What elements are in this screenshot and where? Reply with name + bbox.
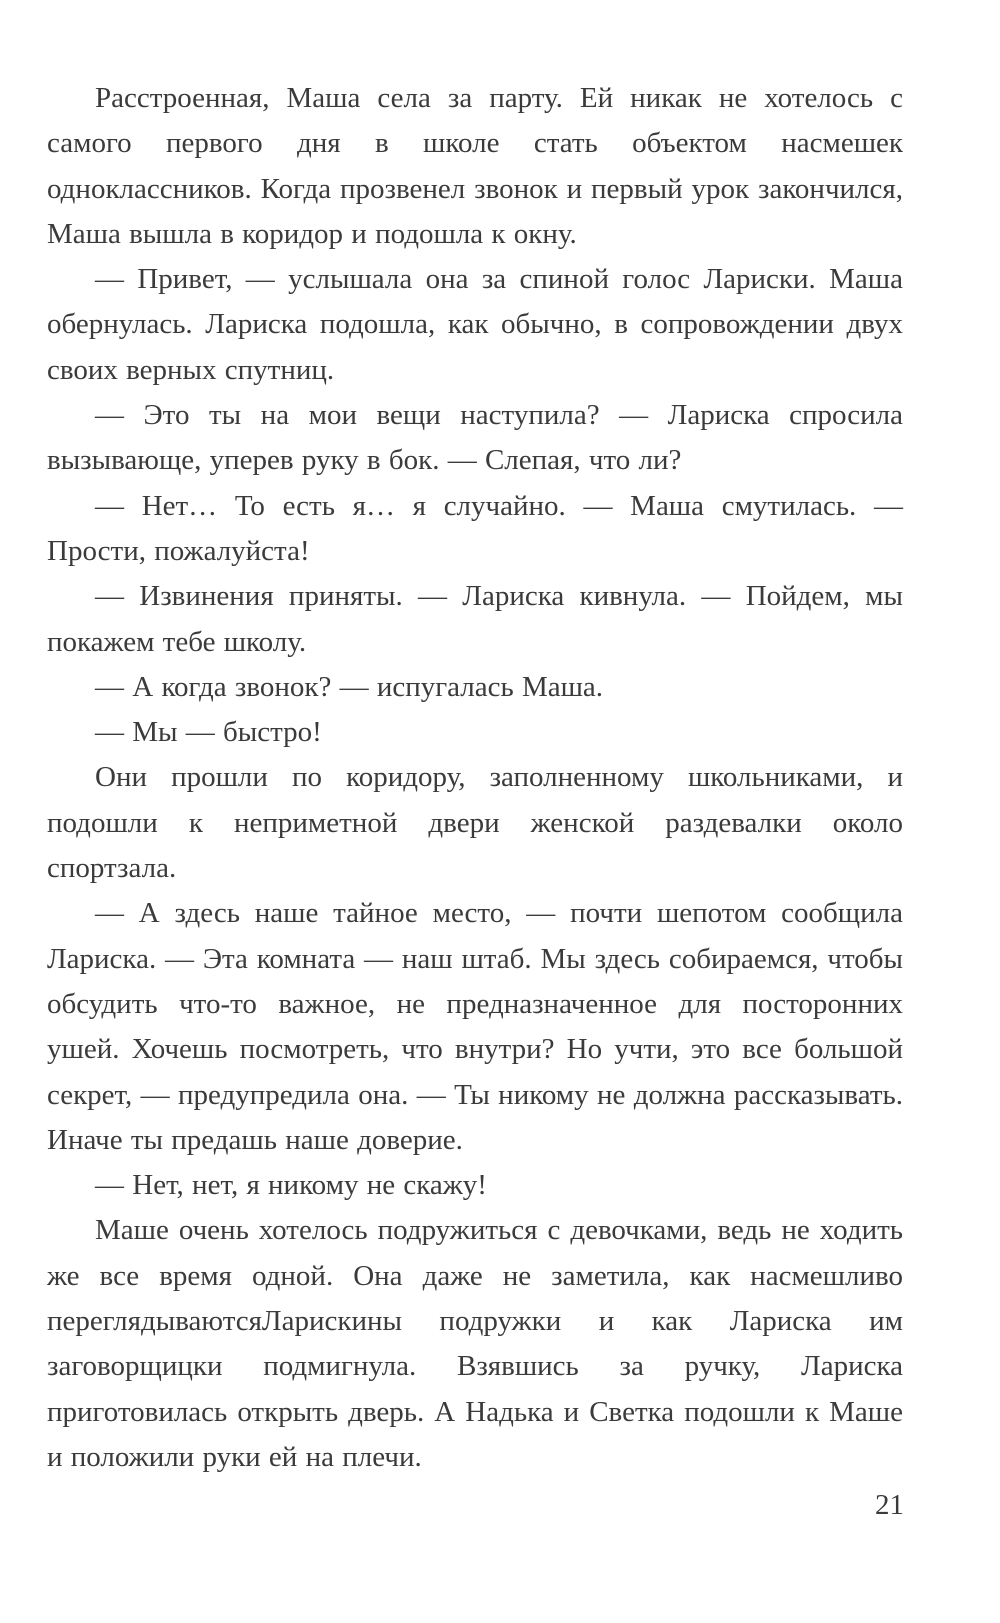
paragraph-9: — А здесь наше тайное место, — почти шепотом сообщила Лариска. — Эта комната — наш штаб. Мы здесь собираемся, чтобы обсудить что-то важное, не предназначенное для посторонних ушей. Хочешь посмотреть, что внутри? Но учти, это все большой секрет, — предупредила она. — Ты никому не должна рассказывать. Иначе ты предашь наше доверие. [47, 897, 903, 1156]
paragraph-4: — Нет… То есть я… я случайно. — Маша смутилась. — Прости, пожалуйста! [47, 489, 903, 567]
page-number: 21 [875, 1489, 904, 1521]
paragraph-8: Они прошли по коридору, заполненному школьниками, и подошли к неприметной двери женской раздевалки около спортзала. [47, 761, 903, 885]
paragraph-2: — Привет, — услышала она за спиной голос Лариски. Маша обернулась. Лариска подошла, как обычно, в сопровождении двух своих верных спутниц. [47, 263, 903, 386]
paragraph-3: — Это ты на мои вещи наступила? — Лариска спросила вызывающе, уперев руку в бок. — Слепая, что ли? [47, 399, 903, 477]
paragraph-11: Маше очень хотелось подружиться с девочками, ведь не ходить же все время одной. Она даже не заметила, как насмешливо переглядываютсяЛарискины подружки и как Лариска им заговорщицки подмигнула. Взявшись за ручку, Лариска приготовилась открыть дверь. А Надька и Светка подошли к Маше и положили руки ей на плечи. [47, 1214, 903, 1473]
paragraph-6: — А когда звонок? — испугалась Маша. [95, 670, 604, 703]
paragraph-5: — Извинения приняты. — Лариска кивнула. — Пойдем, мы покажем тебе школу. [47, 580, 903, 658]
book-page-text [47, 76, 903, 1480]
paragraph-10: — Нет, нет, я никому не скажу! [95, 1169, 487, 1202]
paragraph-1: Расстроенная, Маша села за парту. Ей никак не хотелось с самого первого дня в школе стать объектом насмешек одноклассников. Когда прозвенел звонок и первый урок закончился, Маша вышла в коридор и подошла к окну. [47, 82, 903, 250]
paragraph-7: — Мы — быстро! [95, 716, 322, 749]
